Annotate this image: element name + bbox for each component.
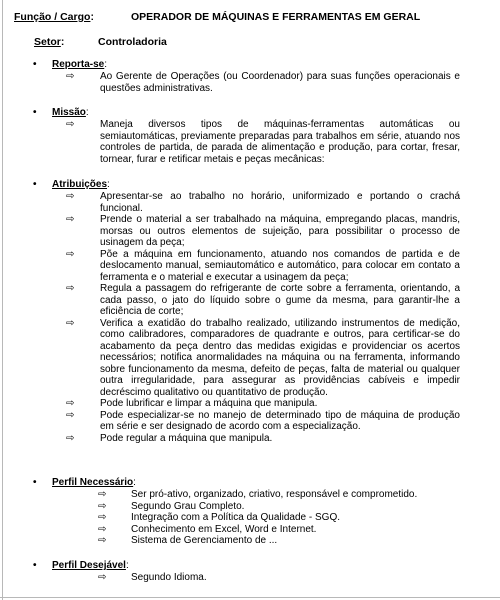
item-text: Ao Gerente de Operações (ou Coordenador) para suas funções operacionais e questões administrativas. (100, 71, 460, 94)
section-header (24, 107, 460, 119)
item-text: Apresentar-se ao trabalho no horário, uniformizado e portando o crachá funcional. (100, 191, 460, 214)
item-text: Segundo Grau Completo. (131, 500, 245, 512)
item-text: Pode regular a máquina que manipula. (100, 432, 273, 444)
item-text: Pode lubrificar e limpar a máquina que manipula. (100, 398, 318, 409)
list-item (24, 410, 460, 433)
list-item (24, 433, 460, 445)
arrow-right-icon: ⇨ (66, 409, 75, 421)
arrow-right-icon: ⇨ (66, 317, 75, 329)
cargo-label: Função / Cargo (14, 11, 91, 23)
list-item (24, 489, 460, 501)
section-title: Atribuições (52, 179, 108, 190)
arrow-right-icon: ⇨ (66, 119, 75, 130)
setor-row (34, 36, 167, 49)
section-title: Perfil Desejável (52, 560, 126, 571)
section-title: Perfil Necessário (52, 477, 134, 488)
bullet-icon: • (33, 179, 37, 190)
item-text: Ser pró-ativo, organizado, criativo, responsável e comprometido. (131, 489, 418, 500)
item-text: Pode especializar-se no manejo de determinado tipo de máquina de produção em série e ser designado de acordo com a especialização. (100, 409, 460, 432)
list-item (24, 501, 460, 513)
section-colon: : (104, 59, 108, 70)
bullet-icon: • (33, 560, 37, 571)
arrow-right-icon: ⇨ (66, 432, 75, 444)
section-atribuicoes (24, 179, 460, 444)
document-title-row (14, 12, 490, 24)
setor-value: Controladoria (98, 36, 167, 48)
bullet-icon: • (33, 107, 37, 118)
arrow-right-icon: ⇨ (66, 191, 75, 202)
list-item (24, 191, 460, 214)
cargo-value: OPERADOR DE MÁQUINAS E FERRAMENTAS EM GERAL (131, 11, 421, 23)
arrow-right-icon: ⇨ (66, 71, 75, 82)
arrow-right-icon: ⇨ (66, 214, 75, 225)
item-text: Segundo Idioma. (131, 572, 207, 583)
arrow-right-icon: ⇨ (98, 512, 107, 523)
arrow-right-icon: ⇨ (66, 283, 75, 294)
section-perfil-desejavel (24, 560, 460, 584)
list-item (24, 249, 460, 284)
section-title: Missão (52, 107, 86, 118)
page-border-bottom (0, 597, 500, 598)
arrow-right-icon: ⇨ (66, 398, 75, 409)
bullet-icon: • (33, 59, 37, 70)
arrow-right-icon: ⇨ (98, 572, 107, 583)
section-colon: : (125, 560, 129, 571)
section-header (24, 59, 460, 71)
item-text: Conhecimento em Excel, Word e Internet. (131, 523, 317, 535)
list-item (24, 398, 460, 410)
section-header (24, 477, 460, 489)
section-header (24, 560, 460, 572)
arrow-right-icon: ⇨ (98, 500, 107, 512)
item-text: Verifica a exatidão do trabalho realizado, utilizando instrumentos de medição, como calibradores, comparadores de quadrante e outros, para certificar-se do acabamento da peça dentro das medidas exigidas e providenciar os acertos necessários; notifica anormalidades na máquina ou na ferramenta, informando sobre funcionamento da mesma, defeito de peças, falta de material ou qualquer outra irregularidade, para assegurar as providências cabíveis e impedir decréscimo qualitativo ou quantitativo de produção. (100, 317, 460, 398)
section-colon: : (107, 179, 110, 190)
item-text: Regula a passagem do refrigerante de corte sobre a ferramenta, orientando, a cada passo, o jato do líquido sobre o gume da mesma, para garantir-lhe a eficiência de corte; (100, 283, 460, 317)
item-text: Põe a máquina em funcionamento, atuando nos comandos de partida e de deslocamento manual, semiautomático e automático, para colocar em contato a ferramenta e o material e executar a usinagem da peça; (100, 248, 460, 283)
item-text: Maneja diversos tipos de máquinas-ferramentas automáticas ou semiautomáticas, previamente preparadas para trabalhos em série, atuando nos controles de partida, de parada de alimentação e produção, para cortar, fresar, tornear, furar e retificar metais e peças mecânicas: (100, 119, 460, 165)
item-text: Prende o material a ser trabalhado na máquina, empregando placas, mandris, morsas ou outros elementos de sujeição, para possibilitar o processo de usinagem da peça; (100, 214, 460, 248)
list-item (24, 535, 460, 547)
section-title: Reporta-se (52, 59, 105, 70)
item-text: Sistema de Gerenciamento de ... (131, 535, 278, 546)
list-item (24, 524, 460, 536)
section-colon: : (85, 107, 89, 118)
arrow-right-icon: ⇨ (98, 535, 107, 546)
list-item (24, 119, 460, 165)
arrow-right-icon: ⇨ (98, 489, 107, 500)
page-border-left (2, 0, 3, 600)
list-item (24, 71, 460, 94)
section-reporta-se (24, 59, 460, 94)
bullet-icon: • (33, 477, 37, 488)
arrow-right-icon: ⇨ (98, 523, 107, 535)
list-item (24, 318, 460, 399)
setor-label: Setor (34, 36, 61, 48)
list-item (24, 512, 460, 524)
section-colon: : (133, 477, 136, 488)
list-item (24, 283, 460, 318)
cargo-colon: : (90, 11, 94, 23)
section-missao (24, 107, 460, 165)
list-item (24, 572, 460, 584)
section-perfil-necessario (24, 477, 460, 547)
item-text: Integração com a Política da Qualidade - SGQ. (131, 512, 340, 523)
setor-colon: : (60, 36, 65, 48)
arrow-right-icon: ⇨ (66, 248, 75, 260)
section-header (24, 179, 460, 191)
list-item (24, 214, 460, 249)
